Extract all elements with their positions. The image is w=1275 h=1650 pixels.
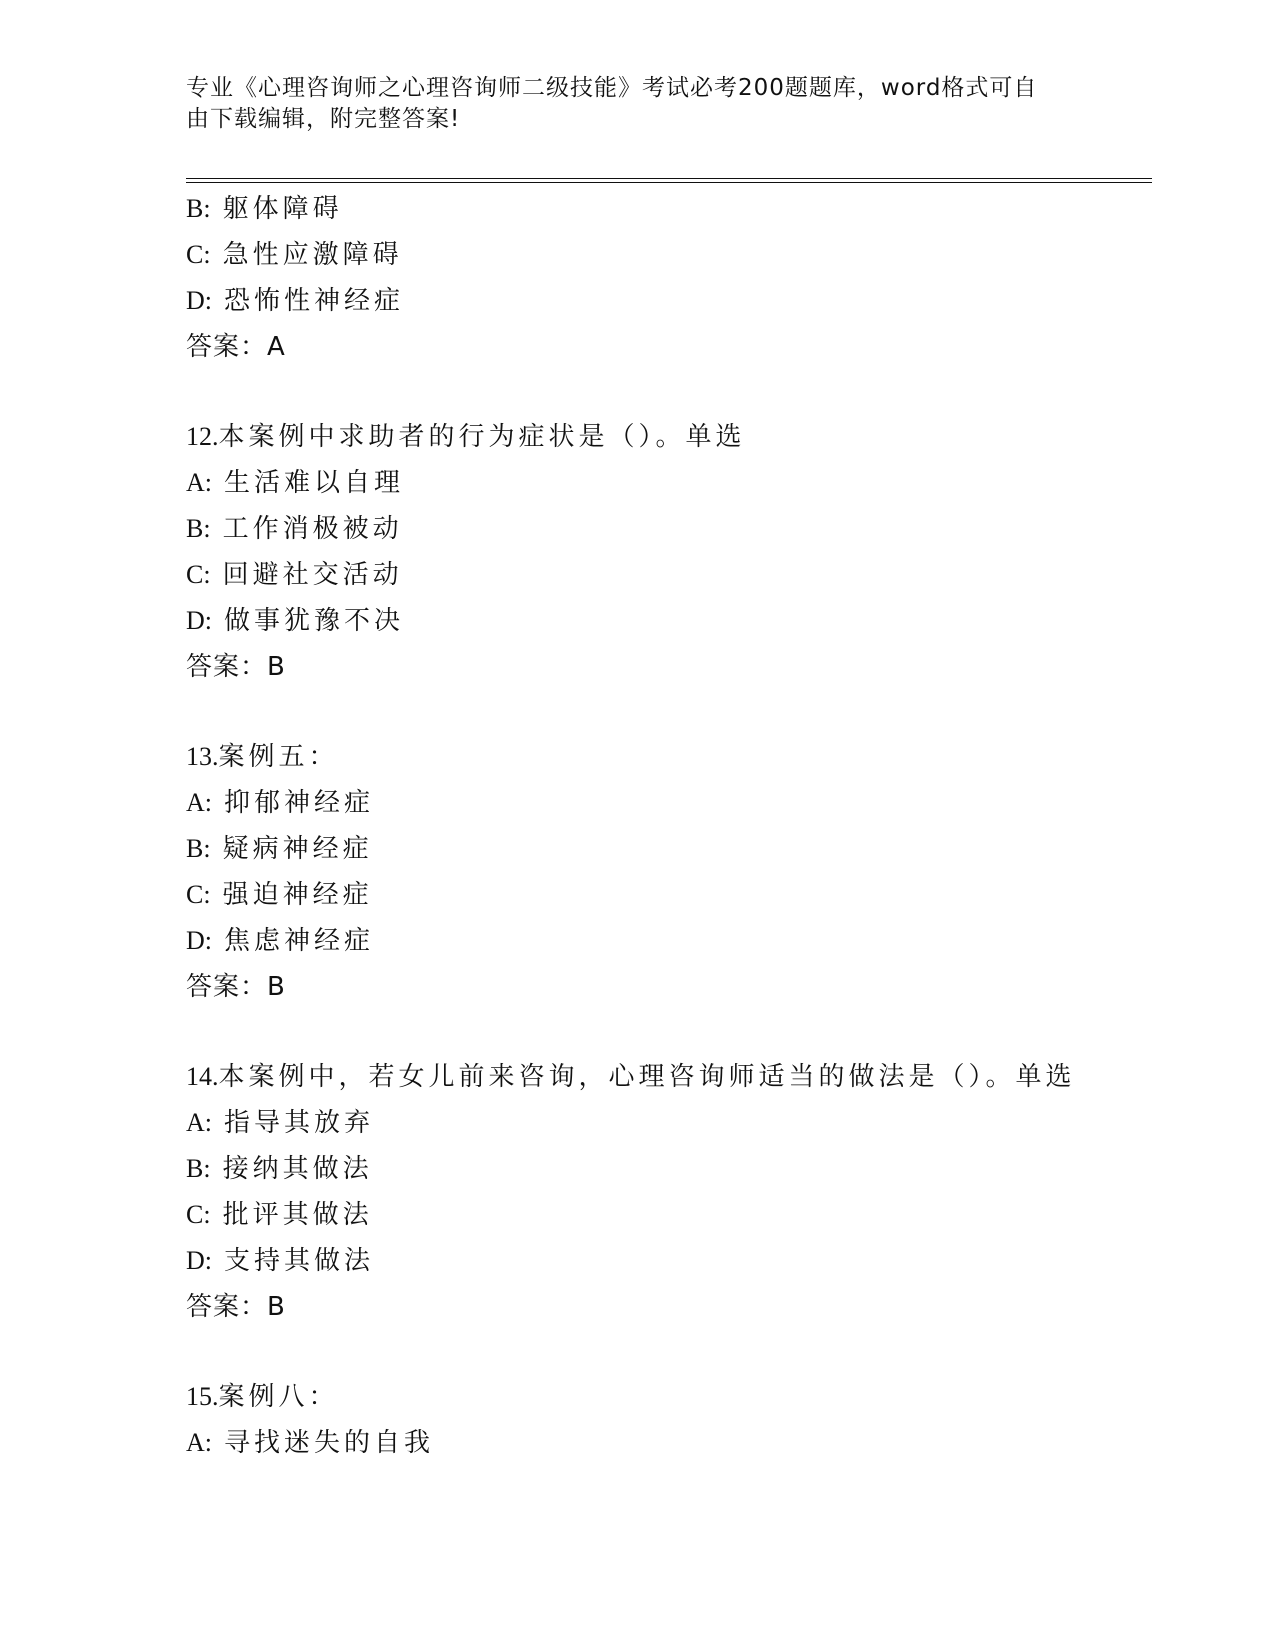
answer-line [186, 964, 1186, 1010]
option-text: 批评其做法 [222, 1200, 373, 1230]
answer-label: 答案： [186, 332, 268, 362]
option-text: 寻找迷失的自我 [224, 1428, 435, 1458]
option-letter: D: [186, 926, 212, 955]
answer-label: 答案： [186, 972, 268, 1002]
option-d [186, 598, 1186, 644]
option-letter: D: [186, 286, 212, 315]
question-text: 案例五： [218, 742, 339, 772]
question-list [186, 186, 1186, 1466]
option-c [186, 872, 1186, 918]
option-text: 接纳其做法 [222, 1154, 373, 1184]
header-rule-bottom [186, 182, 1152, 183]
option-letter: B: [186, 1154, 211, 1183]
question-number: 15. [186, 1382, 219, 1411]
question-block-13 [186, 734, 1186, 1010]
option-text: 支持其做法 [224, 1246, 375, 1276]
question-block-15 [186, 1374, 1186, 1466]
header-rule-top [186, 178, 1152, 179]
answer-value: B [267, 972, 286, 1002]
option-text: 工作消极被动 [222, 514, 403, 544]
answer-label: 答案： [186, 1292, 268, 1322]
option-letter: D: [186, 606, 212, 635]
option-letter: C: [186, 560, 211, 589]
option-text: 焦虑神经症 [224, 926, 375, 956]
answer-line [186, 324, 1186, 370]
option-c [186, 1192, 1186, 1238]
answer-line [186, 644, 1186, 690]
option-text: 做事犹豫不决 [224, 606, 405, 636]
option-c [186, 232, 1186, 278]
question-number: 13. [186, 742, 219, 771]
option-a [186, 1100, 1186, 1146]
option-d [186, 1238, 1186, 1284]
answer-line [186, 1284, 1186, 1330]
document-header [186, 73, 1066, 135]
option-letter: C: [186, 1200, 211, 1229]
option-text: 生活难以自理 [224, 468, 405, 498]
option-b [186, 186, 1186, 232]
option-letter: B: [186, 514, 211, 543]
question-stem [186, 1054, 1186, 1100]
option-text: 急性应激障碍 [222, 240, 403, 270]
option-b [186, 1146, 1186, 1192]
question-stem [186, 734, 1186, 780]
option-a [186, 460, 1186, 506]
question-stem [186, 1374, 1186, 1420]
option-d [186, 918, 1186, 964]
option-letter: A: [186, 1428, 212, 1457]
option-a [186, 1420, 1186, 1466]
answer-value: B [267, 1292, 286, 1322]
question-text: 本案例中，若女儿前来咨询，心理咨询师适当的做法是（）。单选 [218, 1062, 1076, 1092]
option-b [186, 506, 1186, 552]
option-letter: B: [186, 834, 211, 863]
option-a [186, 780, 1186, 826]
answer-value: B [267, 652, 286, 682]
option-letter: A: [186, 1108, 212, 1137]
option-text: 回避社交活动 [222, 560, 403, 590]
option-text: 疑病神经症 [222, 834, 373, 864]
question-block-14 [186, 1054, 1186, 1330]
question-block-12 [186, 414, 1186, 690]
option-letter: C: [186, 240, 211, 269]
question-text: 案例八： [218, 1382, 339, 1412]
answer-value: A [267, 332, 286, 362]
question-block-continued [186, 186, 1186, 370]
question-text: 本案例中求助者的行为症状是（）。单选 [218, 422, 746, 452]
option-text: 强迫神经症 [222, 880, 373, 910]
answer-label: 答案： [186, 652, 268, 682]
question-stem [186, 414, 1186, 460]
option-letter: C: [186, 880, 211, 909]
question-number: 12. [186, 422, 219, 451]
option-c [186, 552, 1186, 598]
question-number: 14. [186, 1062, 219, 1091]
option-text: 躯体障碍 [222, 194, 343, 224]
option-text: 恐怖性神经症 [224, 286, 405, 316]
option-letter: A: [186, 468, 212, 497]
option-text: 抑郁神经症 [224, 788, 375, 818]
header-line-1: 专业《心理咨询师之心理咨询师二级技能》考试必考200题题库，word格式可自 [186, 75, 1038, 101]
header-line-2: 由下载编辑，附完整答案! [186, 106, 461, 132]
option-letter: A: [186, 788, 212, 817]
option-text: 指导其放弃 [224, 1108, 375, 1138]
option-d [186, 278, 1186, 324]
option-b [186, 826, 1186, 872]
option-letter: D: [186, 1246, 212, 1275]
option-letter: B: [186, 194, 211, 223]
